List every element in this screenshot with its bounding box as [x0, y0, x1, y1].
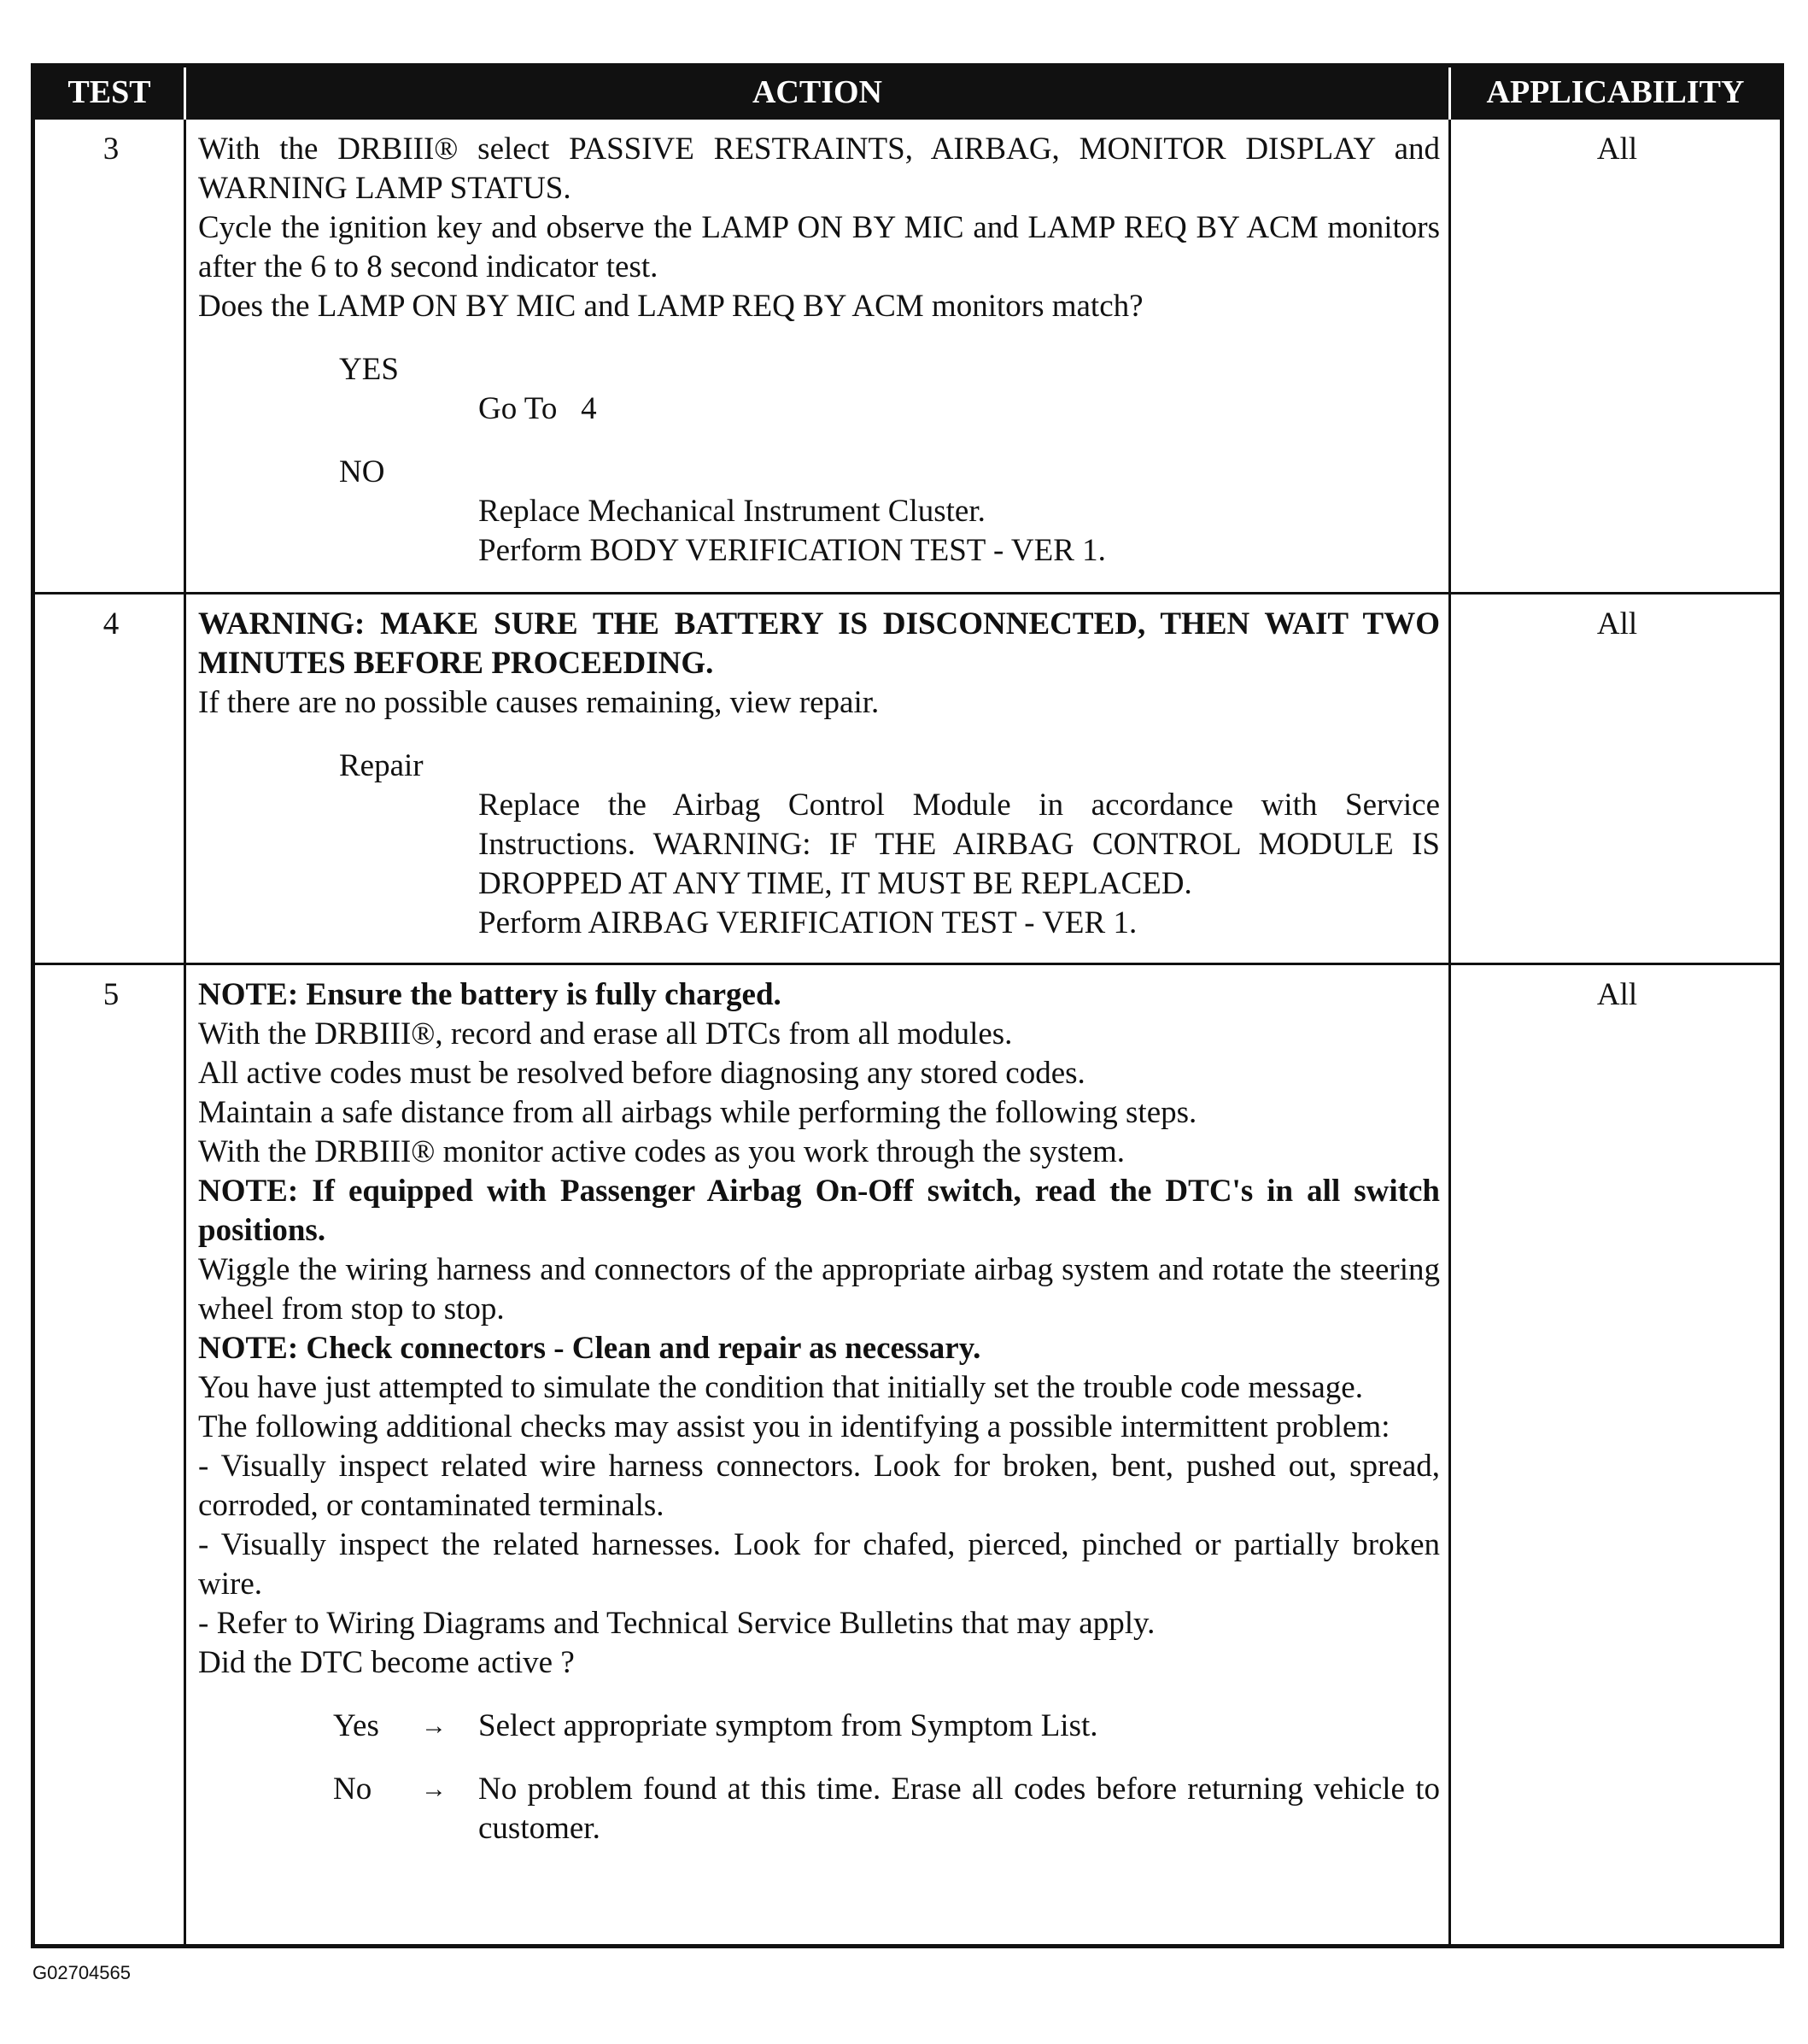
repair-label: Repair [339, 748, 424, 783]
applicability-value: All [1450, 119, 1782, 594]
no-label: No [333, 1772, 372, 1807]
column-header-applicability: APPLICABILITY [1450, 66, 1782, 119]
column-header-action: ACTION [185, 66, 1450, 119]
action-line: All active codes must be resolved before diagnosing any stored codes. [198, 1056, 1085, 1091]
applicability-value: All [1450, 594, 1782, 964]
action-cell [185, 964, 1450, 1947]
test-number: 4 [33, 594, 185, 964]
no-instruction: No problem found at this time. Erase all codes before returning vehicle to customer. [478, 1772, 1440, 1846]
action-line: Wiggle the wiring harness and connectors of the appropriate airbag system and rotate the steering wheel from stop to stop. [198, 1252, 1440, 1327]
table-row-test-3 [33, 119, 1782, 594]
yes-label: Yes [333, 1708, 379, 1743]
note-text: NOTE: Check connectors - Clean and repair as necessary. [198, 1331, 981, 1366]
action-line: - Visually inspect related wire harness connectors. Look for broken, bent, pushed out, spread, corroded, or contaminated terminals. [198, 1449, 1440, 1523]
table-row-test-4 [33, 594, 1782, 964]
no-choice [198, 1770, 1440, 1848]
action-line: If there are no possible causes remaining, view repair. [198, 685, 880, 720]
note-text: NOTE: Ensure the battery is fully charged. [198, 977, 781, 1012]
action-line: With the DRBIII® select PASSIVE RESTRAINTS, AIRBAG, MONITOR DISPLAY and WARNING LAMP STATUS. [198, 132, 1440, 206]
action-line: The following additional checks may assist you in identifying a possible intermittent problem: [198, 1409, 1390, 1444]
yes-label: YES [339, 352, 399, 387]
action-line: Did the DTC become active ? [198, 1645, 575, 1680]
applicability-value: All [1450, 964, 1782, 1947]
table-header-row [33, 66, 1782, 119]
no-instruction: Perform BODY VERIFICATION TEST - VER 1. [478, 533, 1106, 568]
column-header-test: TEST [33, 66, 185, 119]
action-line: With the DRBIII® monitor active codes as you work through the system. [198, 1134, 1126, 1169]
table-row-test-5 [33, 964, 1782, 1947]
yes-instruction: Select appropriate symptom from Symptom List. [478, 1708, 1098, 1743]
action-line: Cycle the ignition key and observe the LAMP ON BY MIC and LAMP REQ BY ACM monitors after the 6 to 8 second indicator test. [198, 210, 1440, 284]
test-procedure-table [31, 63, 1784, 1948]
test-number: 3 [33, 119, 185, 594]
yes-instruction: Go To 4 [478, 391, 597, 426]
test-number: 5 [33, 964, 185, 1947]
no-label: NO [339, 454, 385, 489]
action-line: With the DRBIII®, record and erase all DTCs from all modules. [198, 1016, 1013, 1051]
action-line: You have just attempted to simulate the condition that initially set the trouble code message. [198, 1370, 1363, 1405]
action-line: Does the LAMP ON BY MIC and LAMP REQ BY ACM monitors match? [198, 289, 1144, 324]
document-code: G02704565 [32, 1962, 131, 1983]
repair-instruction: Replace the Airbag Control Module in accordance with Service Instructions. WARNING: IF THE AIRBAG CONTROL MODULE IS DROPPED AT ANY TIME, IT MUST BE REPLACED. [478, 788, 1440, 901]
warning-text: WARNING: MAKE SURE THE BATTERY IS DISCONNECTED, THEN WAIT TWO MINUTES BEFORE PROCEEDING. [198, 606, 1440, 681]
right-arrow-icon: → [421, 1775, 447, 1803]
action-cell [185, 594, 1450, 964]
action-line: - Refer to Wiring Diagrams and Technical Service Bulletins that may apply. [198, 1606, 1156, 1641]
note-text: NOTE: If equipped with Passenger Airbag On-Off switch, read the DTC's in all switch positions. [198, 1174, 1440, 1248]
right-arrow-icon: → [421, 1712, 447, 1740]
yes-choice [198, 1707, 1440, 1746]
action-cell [185, 119, 1450, 594]
repair-instruction: Perform AIRBAG VERIFICATION TEST - VER 1. [478, 905, 1138, 940]
action-line: - Visually inspect the related harnesses. Look for chafed, pierced, pinched or partially broken wire. [198, 1527, 1440, 1602]
action-line: Maintain a safe distance from all airbags while performing the following steps. [198, 1095, 1197, 1130]
no-instruction: Replace Mechanical Instrument Cluster. [478, 494, 986, 529]
